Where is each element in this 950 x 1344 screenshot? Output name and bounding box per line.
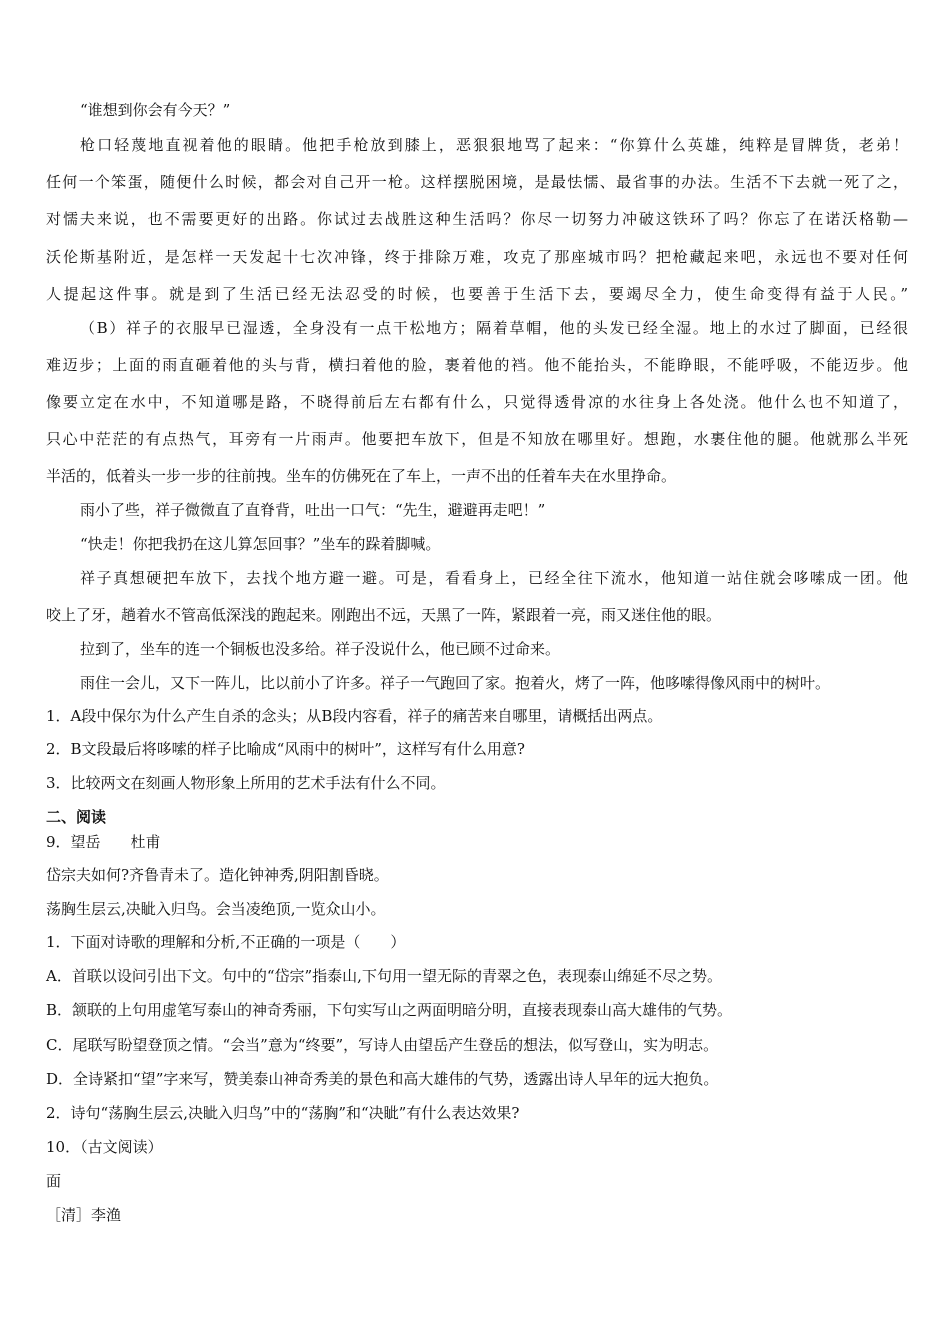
passage-b-paragraph: “快走！你把我扔在这儿算怎回事？”坐车的跺着脚喊。 [80,535,441,553]
question-item: 1．A段中保尔为什么产生自杀的念头；从B段内容看，祥子的痛苦来自哪里，请概括出两点。 [46,707,663,725]
question-item: 3．比较两文在刻画人物形象上所用的艺术手法有什么不同。 [46,774,446,792]
passage-a-line: 沃伦斯基附近，是怎样一天发起十七次冲锋，终于排除万难，攻克了那座城市吗？把枪藏起来吧，永远也不要对任何 [46,248,908,266]
passage-a-line: 枪口轻蔑地直视着他的眼睛。他把手枪放到膝上，恶狠狠地骂了起来：“你算什么英雄，纯粹是冒牌货，老弟！ [80,136,908,154]
section-heading: 二、阅读 [46,808,107,826]
passage-b-line: 只心中茫茫的有点热气，耳旁有一片雨声。他要把车放下，但是不知放在哪里好。想跑，水裹住他的腿。他就那么半死 [46,430,908,448]
passage-a-line: 人提起这件事。就是到了生活已经无法忍受的时候，也要善于生活下去，要竭尽全力，使生命变得有益于人民。” [46,285,908,303]
passage-b-paragraph: 拉到了，坐车的连一个铜板也没多给。祥子没说什么，他已顾不过命来。 [80,640,561,658]
passage-b-paragraph: 雨住一会儿，又下一阵儿，比以前小了许多。祥子一气跑回了家。抱着火，烤了一阵，他哆嗦得像风雨中的树叶。 [80,674,831,692]
question-title: 10．（古文阅读） [46,1138,163,1156]
passage-b-line: 难迈步；上面的雨直砸着他的头与背，横扫着他的脸，裹着他的裆。他不能抬头，不能睁眼，不能呼吸，不能迈步。他 [46,356,908,374]
poem-line: 荡胸生层云,决眦入归鸟。会当凌绝顶,一览众山小。 [46,900,386,918]
passage-a-line: 任何一个笨蛋，随便什么时候，都会对自己开一枪。这样摆脱困境，是最怯懦、最省事的办法。生活不下去就一死了之， [46,173,908,191]
passage-author: ［清］李渔 [46,1206,122,1224]
passage-b-line: 半活的，低着头一步一步的往前拽。坐车的仿佛死在了车上，一声不出的任着车夫在水里挣命。 [46,467,677,485]
question-item: 2．B文段最后将哆嗦的样子比喻成“风雨中的树叶”，这样写有什么用意? [46,740,525,758]
passage-b-line: （B）祥子的衣服早已湿透，全身没有一点干松地方；隔着草帽，他的头发已经全湿。地上的水过了脚面，已经很 [80,319,908,337]
passage-b-paragraph: 雨小了些，祥子微微直了直脊背，吐出一口气：“先生，避避再走吧！” [80,501,546,519]
passage-b-line: 咬上了牙，趟着水不管高低深浅的跑起来。刚跑出不远，天黑了一阵，紧跟着一亮，雨又迷住他的眼。 [46,606,722,624]
question-item: 2．诗句“荡胸生层云,决眦入归鸟”中的“荡胸”和“决眦”有什么表达效果? [46,1104,520,1122]
passage-a-quote: “谁想到你会有今天？” [80,101,231,119]
poem-line: 岱宗夫如何?齐鲁青未了。造化钟神秀,阴阳割昏晓。 [46,866,389,884]
passage-b-line: 祥子真想硬把车放下，去找个地方避一避。可是，看看身上，已经全往下流水，他知道一站住就会哆嗦成一团。他 [80,569,908,587]
answer-option: B．颔联的上句用虚笔写泰山的神奇秀丽，下句实写山之两面明暗分明，直接表现泰山高大雄伟的气势。 [46,1001,733,1019]
passage-b-line: 像要立定在水中，不知道哪是路，不晓得前后左右都有什么，只觉得透骨凉的水往身上各处浇。他什么也不知道了， [46,393,908,411]
question-item: 1．下面对诗歌的理解和分析,不正确的一项是（ ） [46,933,406,951]
answer-option: D．全诗紧扣“望”字来写，赞美泰山神奇秀美的景色和高大雄伟的气势，透露出诗人早年的远大抱负。 [46,1070,719,1088]
answer-option: C．尾联写盼望登顶之情。“会当”意为“终要”，写诗人由望岳产生登岳的想法，似写登山，实为明志。 [46,1036,719,1054]
poem-title: 9．望岳 杜甫 [46,833,161,851]
passage-a-line: 对懦夫来说，也不需要更好的出路。你试过去战胜这种生活吗？你尽一切努力冲破这铁环了吗？你忘了在诺沃格勒— [46,210,908,228]
answer-option: A．首联以设问引出下文。句中的“岱宗”指泰山,下句用一望无际的青翠之色，表现泰山绵延不尽之势。 [46,967,722,985]
passage-heading: 面 [46,1172,62,1190]
